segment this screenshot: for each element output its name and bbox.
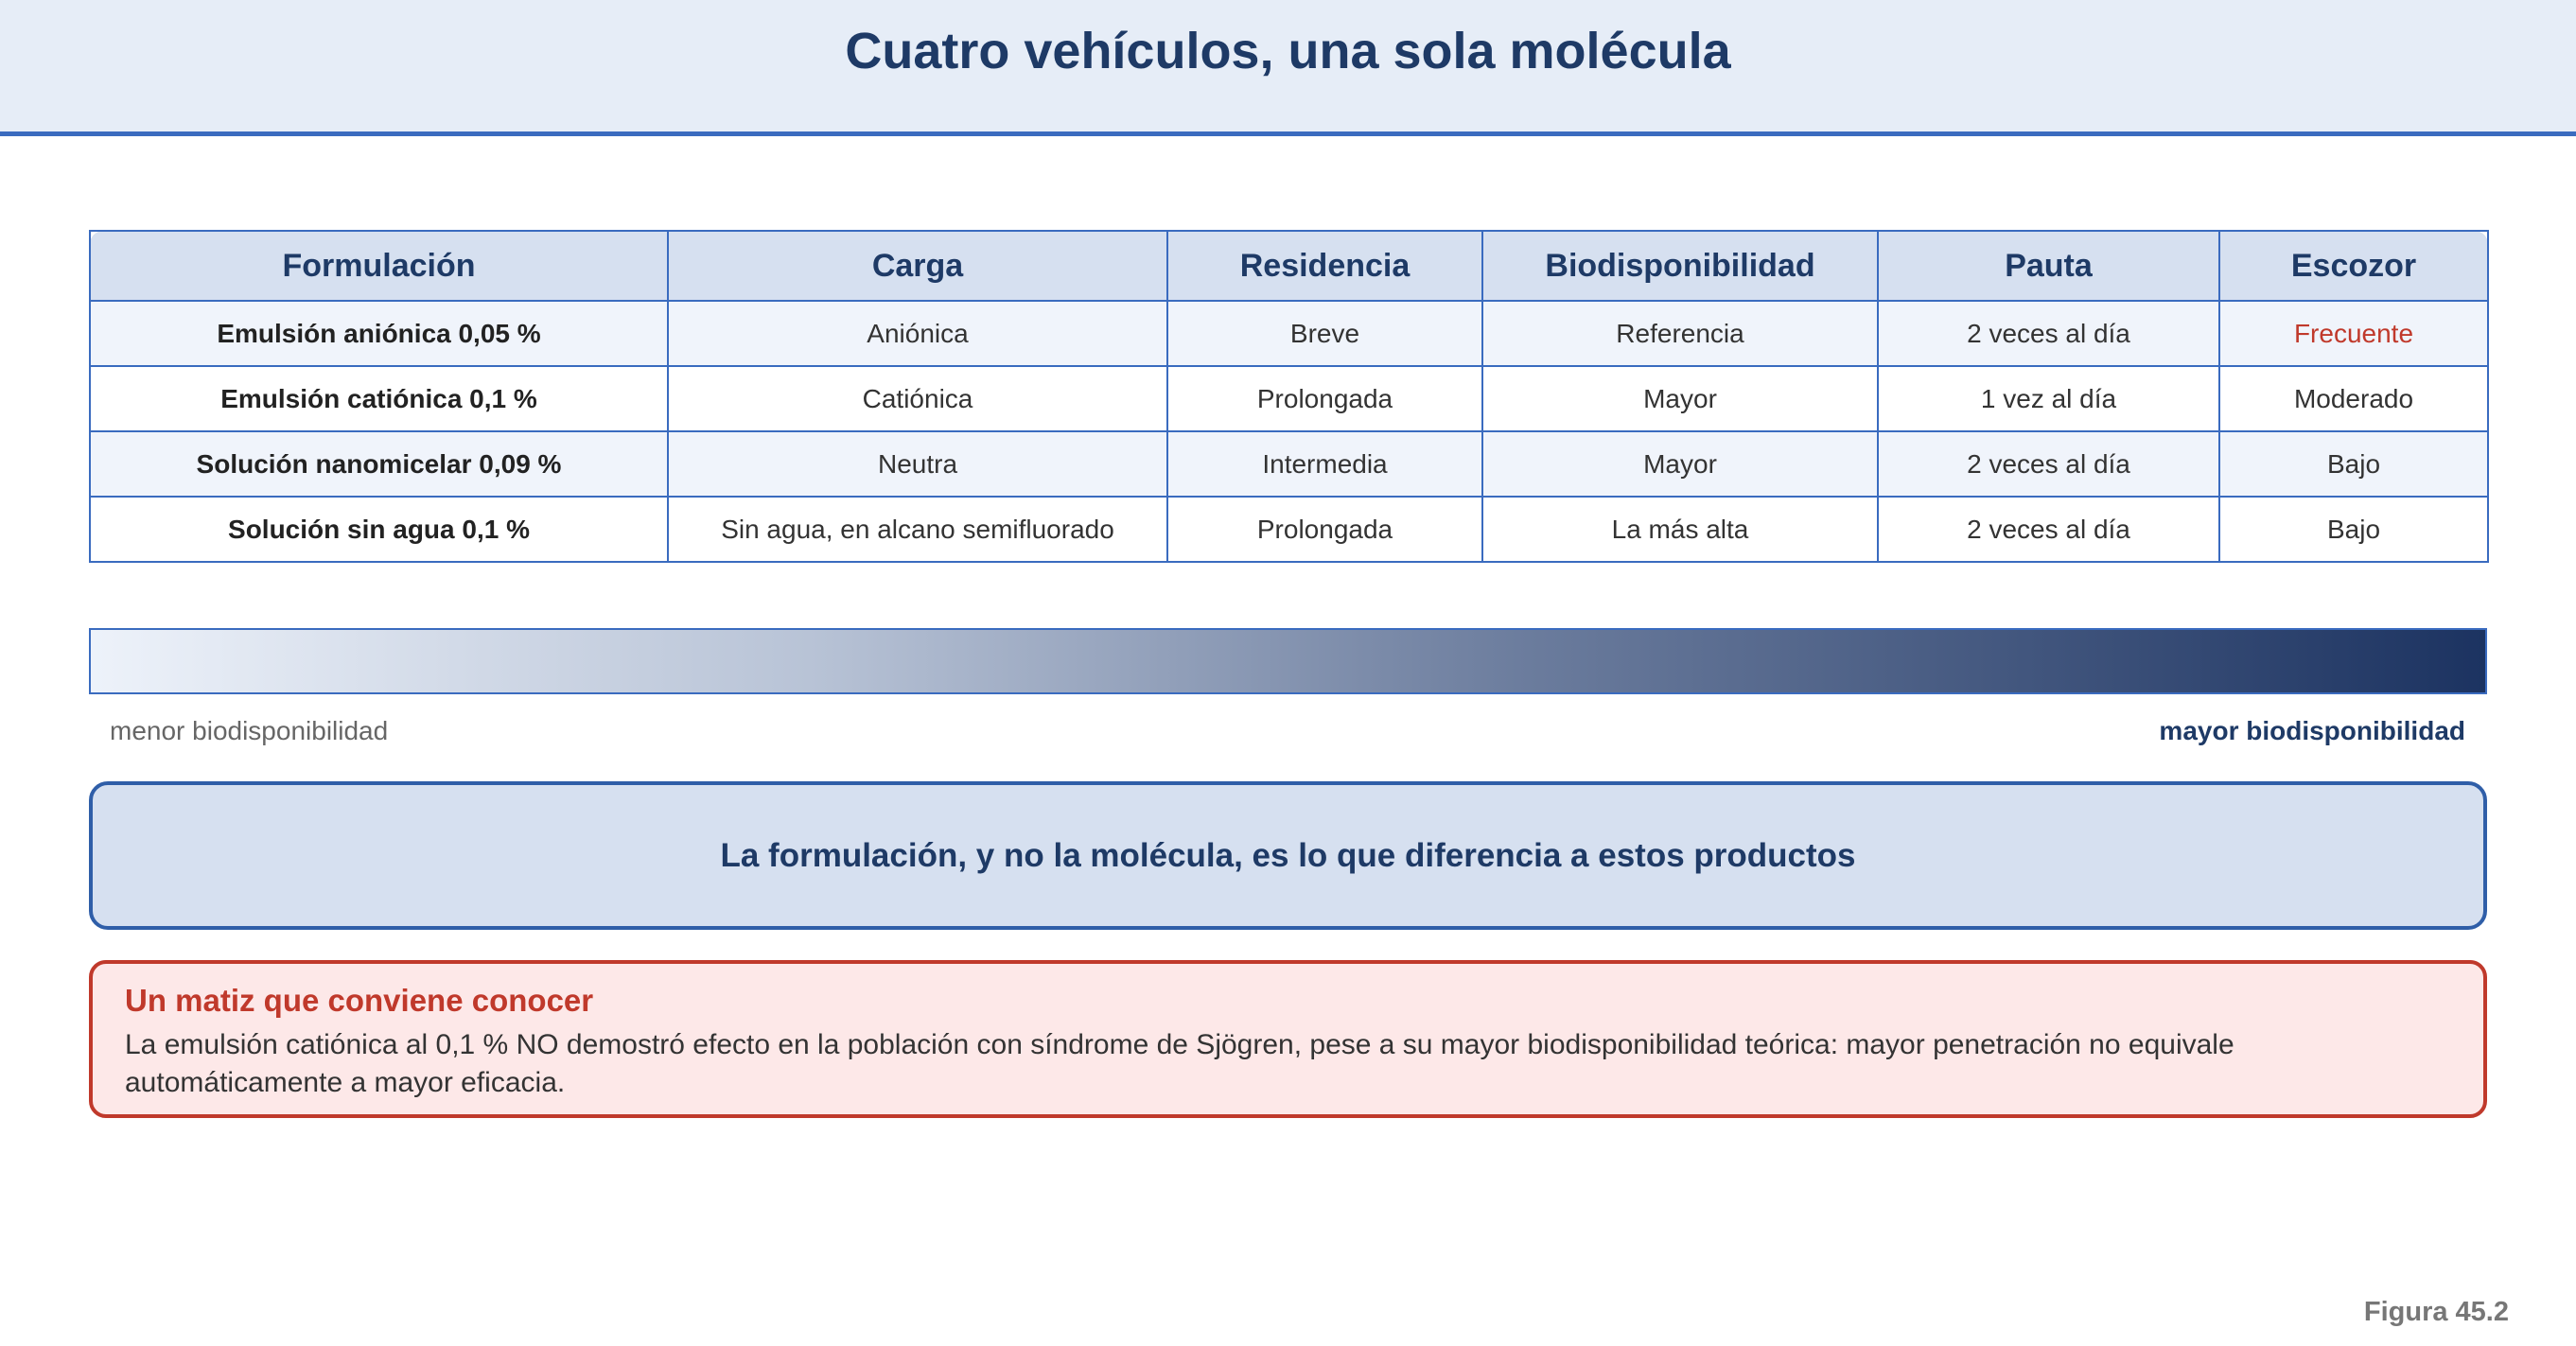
table-cell: Bajo — [2219, 497, 2488, 562]
table-header-row — [90, 231, 2488, 301]
table-row — [90, 366, 2488, 431]
column-header: Biodisponibilidad — [1482, 231, 1878, 301]
stinging-cell-highlighted: Frecuente — [2219, 301, 2488, 366]
table-cell: 2 veces al día — [1878, 497, 2219, 562]
formulation-cell: Emulsión catiónica 0,1 % — [90, 366, 668, 431]
gradient-max-label: mayor biodisponibilidad — [2159, 716, 2465, 745]
table-cell: Mayor — [1482, 366, 1878, 431]
table-cell: Prolongada — [1167, 366, 1482, 431]
note-title: Un matiz que conviene conocer — [125, 983, 594, 1018]
column-header: Carga — [668, 231, 1167, 301]
key-message-text: La formulación, y no la molécula, es lo que diferencia a estos productos — [720, 836, 1856, 874]
page-header — [0, 0, 2576, 136]
table-cell: Breve — [1167, 301, 1482, 366]
caution-note-box — [89, 960, 2487, 1118]
column-header: Pauta — [1878, 231, 2219, 301]
formulation-cell: Solución nanomicelar 0,09 % — [90, 431, 668, 497]
table-cell: 2 veces al día — [1878, 301, 2219, 366]
table-cell: 2 veces al día — [1878, 431, 2219, 497]
table-cell: Bajo — [2219, 431, 2488, 497]
gradient-min-label: menor biodisponibilidad — [110, 716, 389, 745]
comparison-table — [89, 230, 2489, 563]
table-cell: Intermedia — [1167, 431, 1482, 497]
column-header: Formulación — [90, 231, 668, 301]
table-cell: 1 vez al día — [1878, 366, 2219, 431]
table-cell: La más alta — [1482, 497, 1878, 562]
table-cell: Catiónica — [668, 366, 1167, 431]
bioavailability-gradient-bar — [89, 628, 2487, 694]
table-cell: Moderado — [2219, 366, 2488, 431]
note-text: La emulsión catiónica al 0,1 % NO demostró efecto en la población con síndrome de Sjögren, pese a su mayor biodisponibilidad teórica: mayor penetración no equivale automáticamente a mayor eficacia. — [125, 1029, 2234, 1098]
table-cell: Referencia — [1482, 301, 1878, 366]
table-cell: Sin agua, en alcano semifluorado — [668, 497, 1167, 562]
key-message-box — [89, 781, 2487, 930]
table-cell: Neutra — [668, 431, 1167, 497]
table-cell: Aniónica — [668, 301, 1167, 366]
formulation-cell: Solución sin agua 0,1 % — [90, 497, 668, 562]
column-header: Escozor — [2219, 231, 2488, 301]
comparison-table-container — [89, 230, 2487, 563]
figure-label: Figura 45.2 — [2363, 1297, 2509, 1327]
table-row — [90, 431, 2488, 497]
table-cell: Mayor — [1482, 431, 1878, 497]
table-row — [90, 301, 2488, 366]
table-row — [90, 497, 2488, 562]
column-header: Residencia — [1167, 231, 1482, 301]
formulation-cell: Emulsión aniónica 0,05 % — [90, 301, 668, 366]
page-title: Cuatro vehículos, una sola molécula — [845, 22, 1731, 79]
table-cell: Prolongada — [1167, 497, 1482, 562]
